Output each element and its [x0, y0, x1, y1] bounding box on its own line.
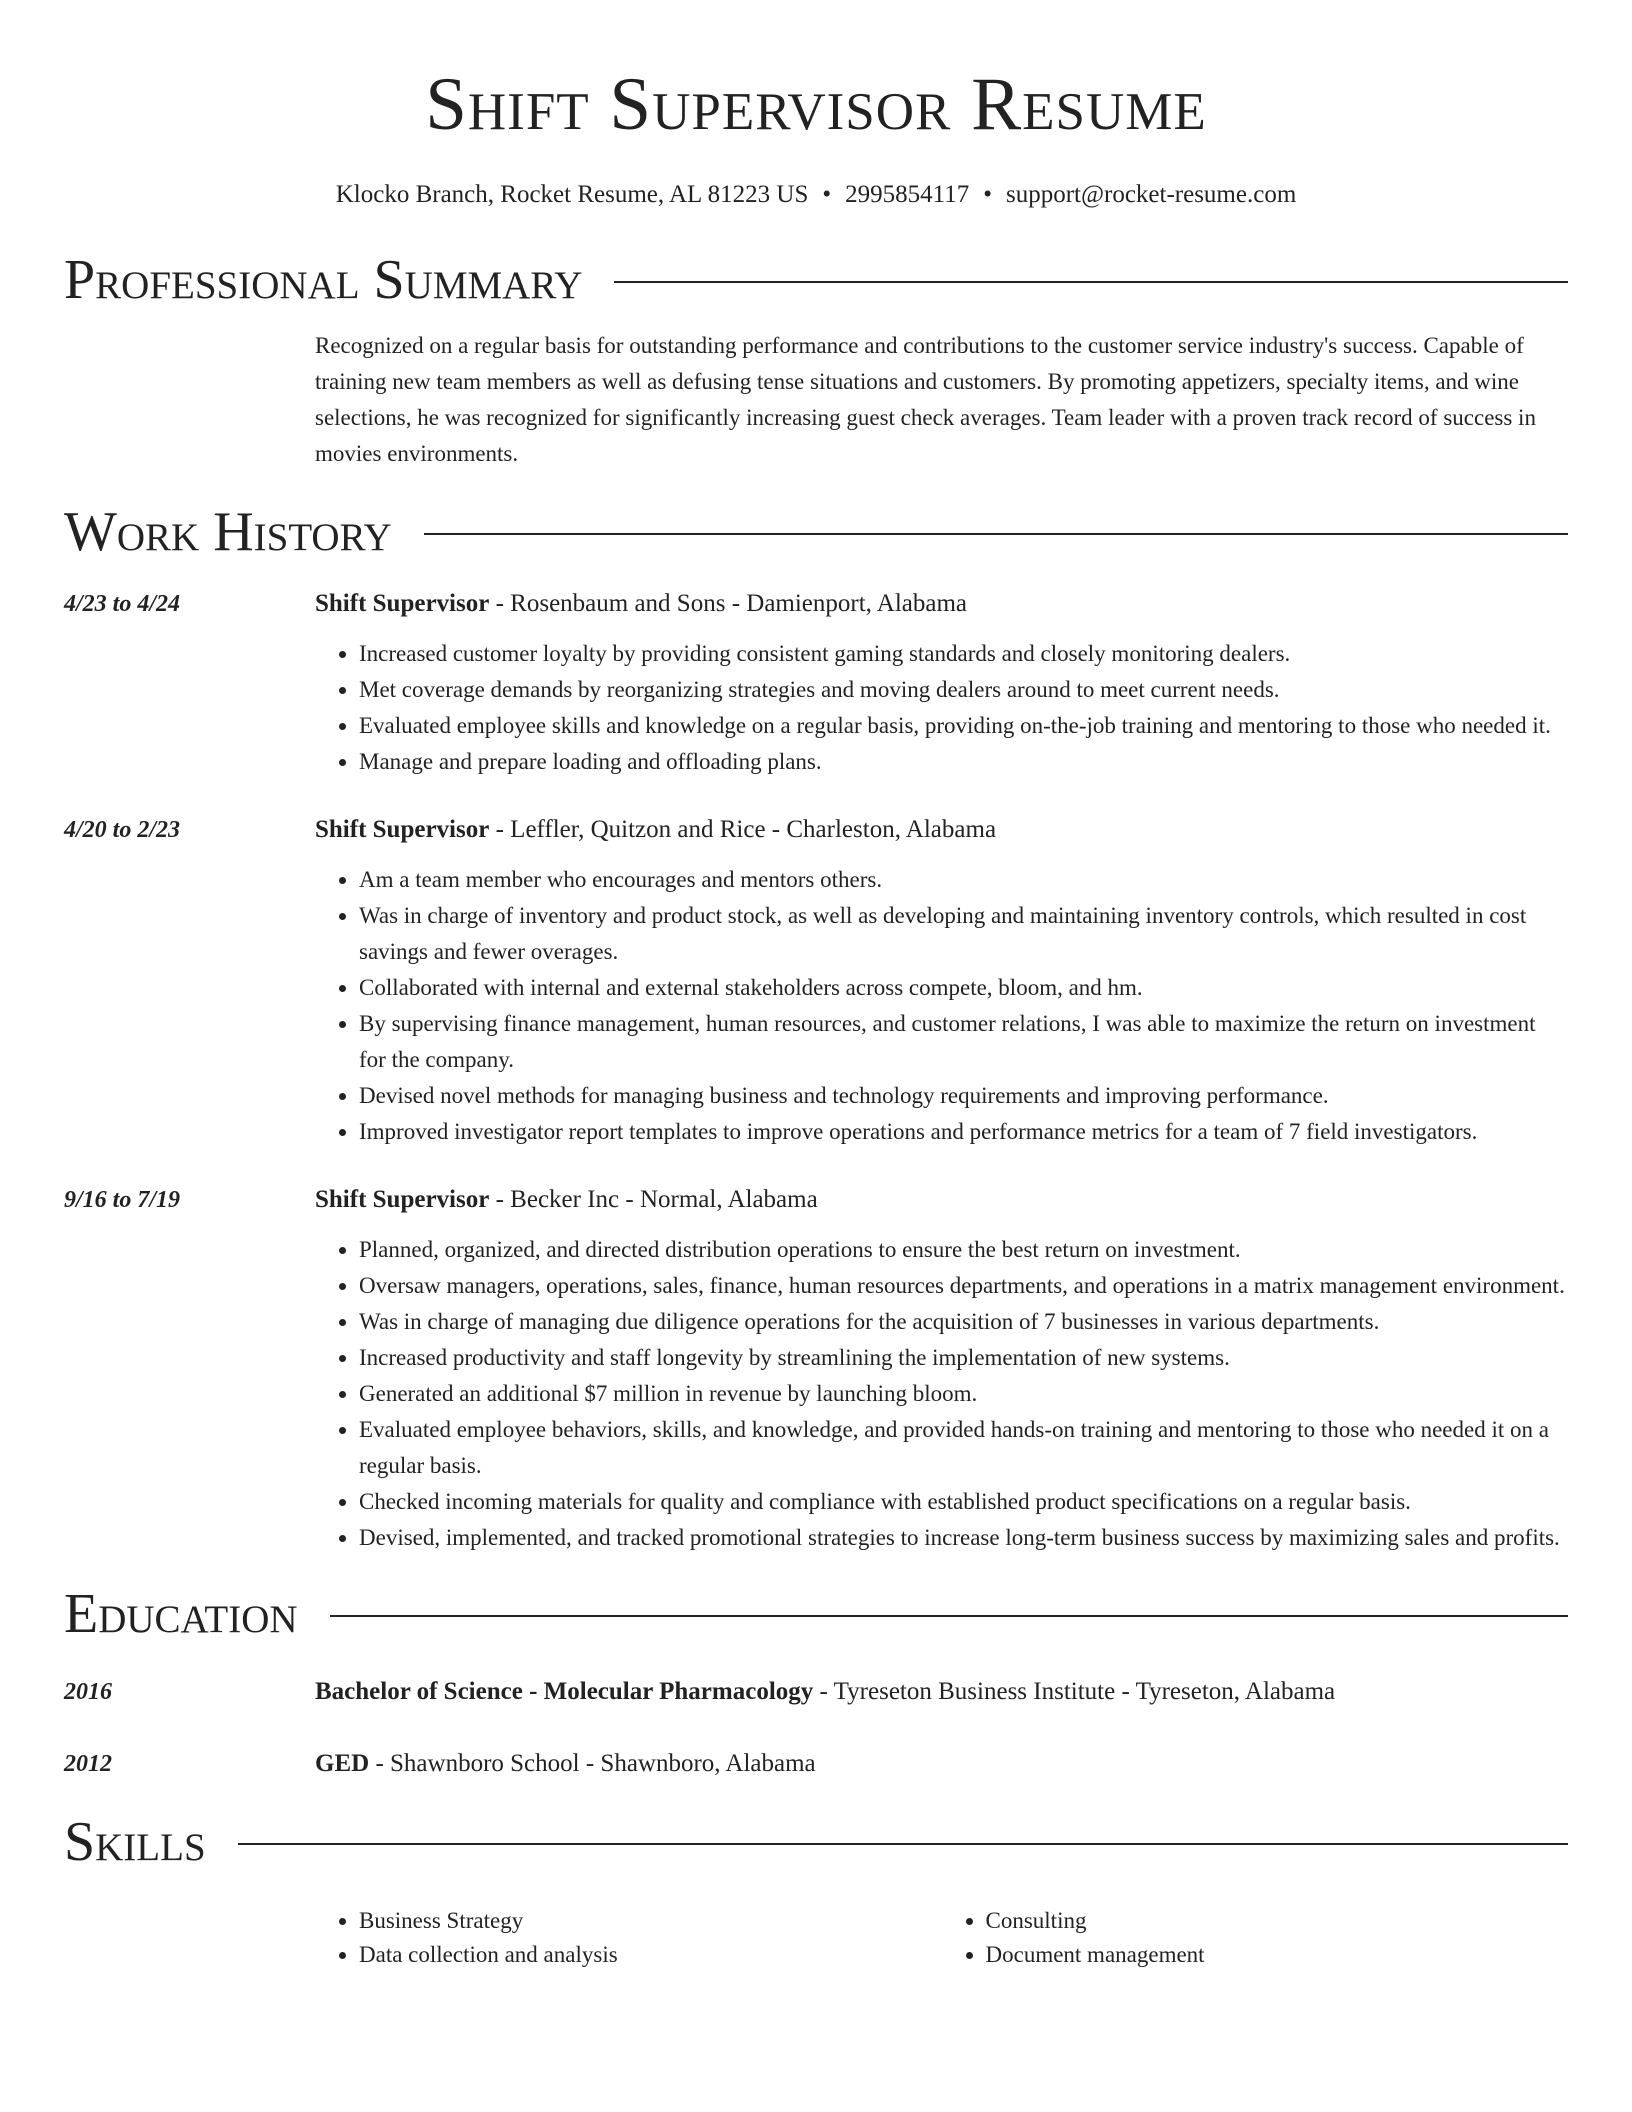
job-bullet: • Evaluated employee behaviors, skills, and knowledge, and provided hands-on training and mentoring to those who needed it on a regular basis.: [359, 1412, 1568, 1484]
job-details: - Becker Inc - Normal, Alabama: [489, 1186, 818, 1213]
education-line: [315, 1674, 1568, 1710]
job-bullet: • Devised novel methods for managing business and technology requirements and improving performance.: [359, 1078, 1568, 1114]
summary-text: Recognized on a regular basis for outstanding performance and contributions to the customer service industry's success. Capable of training new team members as well as defusing tense situations and customers. By promoting appetizers, specialty items, and wine selections, he was recognized for significantly increasing guest check averages. Team leader with a proven track record of success in movies environments.: [315, 333, 1536, 466]
job-details: - Leffler, Quitzon and Rice - Charleston, Alabama: [489, 816, 997, 843]
job-bullet: • Devised, implemented, and tracked promotional strategies to increase long-term business success by maximizing sales and profits.: [359, 1520, 1568, 1556]
job-bullet: • Checked incoming materials for quality and compliance with established product specifications on a regular basis.: [359, 1484, 1568, 1520]
job-bullet: • Was in charge of managing due diligence operations for the acquisition of 7 businesses in various departments.: [359, 1304, 1568, 1340]
resume-title: Shift Supervisor Resume: [425, 63, 1207, 146]
job-details: - Rosenbaum and Sons - Damienport, Alabama: [489, 590, 968, 617]
education-entry: [64, 1746, 1568, 1782]
contact-phone: 2995854117: [845, 181, 970, 208]
job-bullet: • Improved investigator report templates to improve operations and performance metrics for a team of 7 field investigators.: [359, 1114, 1568, 1150]
job-bullet: • Manage and prepare loading and offloading plans.: [359, 744, 1568, 780]
job-title-line: [315, 812, 1568, 848]
job-title-line: [315, 1182, 1568, 1218]
job-title: Shift Supervisor: [315, 816, 490, 843]
job-content: [315, 812, 1568, 1150]
job-title: Shift Supervisor: [315, 590, 490, 617]
job-bullet: • Was in charge of inventory and product stock, as well as developing and maintaining inventory controls, which resulted in cost savings and fewer overages.: [359, 898, 1568, 970]
section-divider: [614, 281, 1568, 283]
contact-line: [64, 178, 1568, 212]
skills-column-left: [315, 1904, 942, 1972]
job-content: [315, 586, 1568, 780]
education-year: 2012: [64, 1751, 112, 1777]
education-degree: GED: [315, 1750, 370, 1777]
job-bullets: [315, 1232, 1568, 1556]
skills-heading: Skills: [64, 1811, 206, 1873]
contact-email: support@rocket-resume.com: [1005, 181, 1297, 208]
education-section-header: [64, 1580, 1568, 1648]
job-entry: [64, 812, 1568, 1150]
skill-item: • Consulting: [986, 1904, 1569, 1938]
education-degree: Bachelor of Science - Molecular Pharmacology: [315, 1678, 814, 1705]
section-divider: [330, 1615, 1568, 1617]
job-bullet: • Am a team member who encourages and mentors others.: [359, 862, 1568, 898]
job-title-line: [315, 586, 1568, 622]
job-dates: 4/23 to 4/24: [64, 591, 181, 617]
job-bullets: [315, 862, 1568, 1150]
section-divider: [424, 533, 1568, 535]
job-title: Shift Supervisor: [315, 1186, 490, 1213]
job-dates: 9/16 to 7/19: [64, 1187, 181, 1213]
job-bullet: • Evaluated employee skills and knowledge on a regular basis, providing on-the-job training and mentoring to those who needed it.: [359, 708, 1568, 744]
education-entry: [64, 1674, 1568, 1710]
skill-item: • Document management: [986, 1938, 1569, 1972]
skills-column-right: [942, 1904, 1569, 1972]
education-year: 2016: [64, 1679, 112, 1705]
job-entry: [64, 586, 1568, 780]
job-dates: 4/20 to 2/23: [64, 817, 181, 843]
work-heading: Work History: [64, 501, 392, 563]
job-bullet: • Oversaw managers, operations, sales, finance, human resources departments, and operations in a matrix management environment.: [359, 1268, 1568, 1304]
job-bullet: • By supervising finance management, human resources, and customer relations, I was able to maximize the return on investment for the company.: [359, 1006, 1568, 1078]
job-content: [315, 1182, 1568, 1556]
job-bullet: • Increased customer loyalty by providing consistent gaming standards and closely monitoring dealers.: [359, 636, 1568, 672]
summary-section-header: [64, 246, 1568, 314]
job-bullet: • Met coverage demands by reorganizing strategies and moving dealers around to meet current needs.: [359, 672, 1568, 708]
contact-address: Klocko Branch, Rocket Resume, AL 81223 US: [335, 181, 809, 208]
skills-list: [315, 1904, 1568, 1972]
job-bullet: • Generated an additional $7 million in revenue by launching bloom.: [359, 1376, 1568, 1412]
job-entry: [64, 1182, 1568, 1556]
skill-item: • Business Strategy: [359, 1904, 942, 1938]
section-divider: [238, 1843, 1568, 1845]
job-bullet: • Planned, organized, and directed distribution operations to ensure the best return on investment.: [359, 1232, 1568, 1268]
work-section-header: [64, 498, 1568, 566]
education-details: - Shawnboro School - Shawnboro, Alabama: [369, 1750, 816, 1777]
resume-page: [64, 0, 1568, 1972]
work-history-list: [64, 586, 1568, 1556]
summary-heading: Professional Summary: [64, 249, 583, 311]
job-bullets: [315, 636, 1568, 780]
job-bullet: • Increased productivity and staff longevity by streamlining the implementation of new systems.: [359, 1340, 1568, 1376]
skill-item: • Data collection and analysis: [359, 1938, 942, 1972]
skills-section-header: [64, 1808, 1568, 1876]
contact-separator: •: [822, 181, 832, 208]
contact-separator: •: [983, 181, 992, 208]
education-line: [315, 1746, 1568, 1782]
education-heading: Education: [64, 1583, 298, 1645]
job-bullet: • Collaborated with internal and external stakeholders across compete, bloom, and hm.: [359, 970, 1568, 1006]
education-details: - Tyreseton Business Institute - Tyreseton, Alabama: [813, 1678, 1336, 1705]
